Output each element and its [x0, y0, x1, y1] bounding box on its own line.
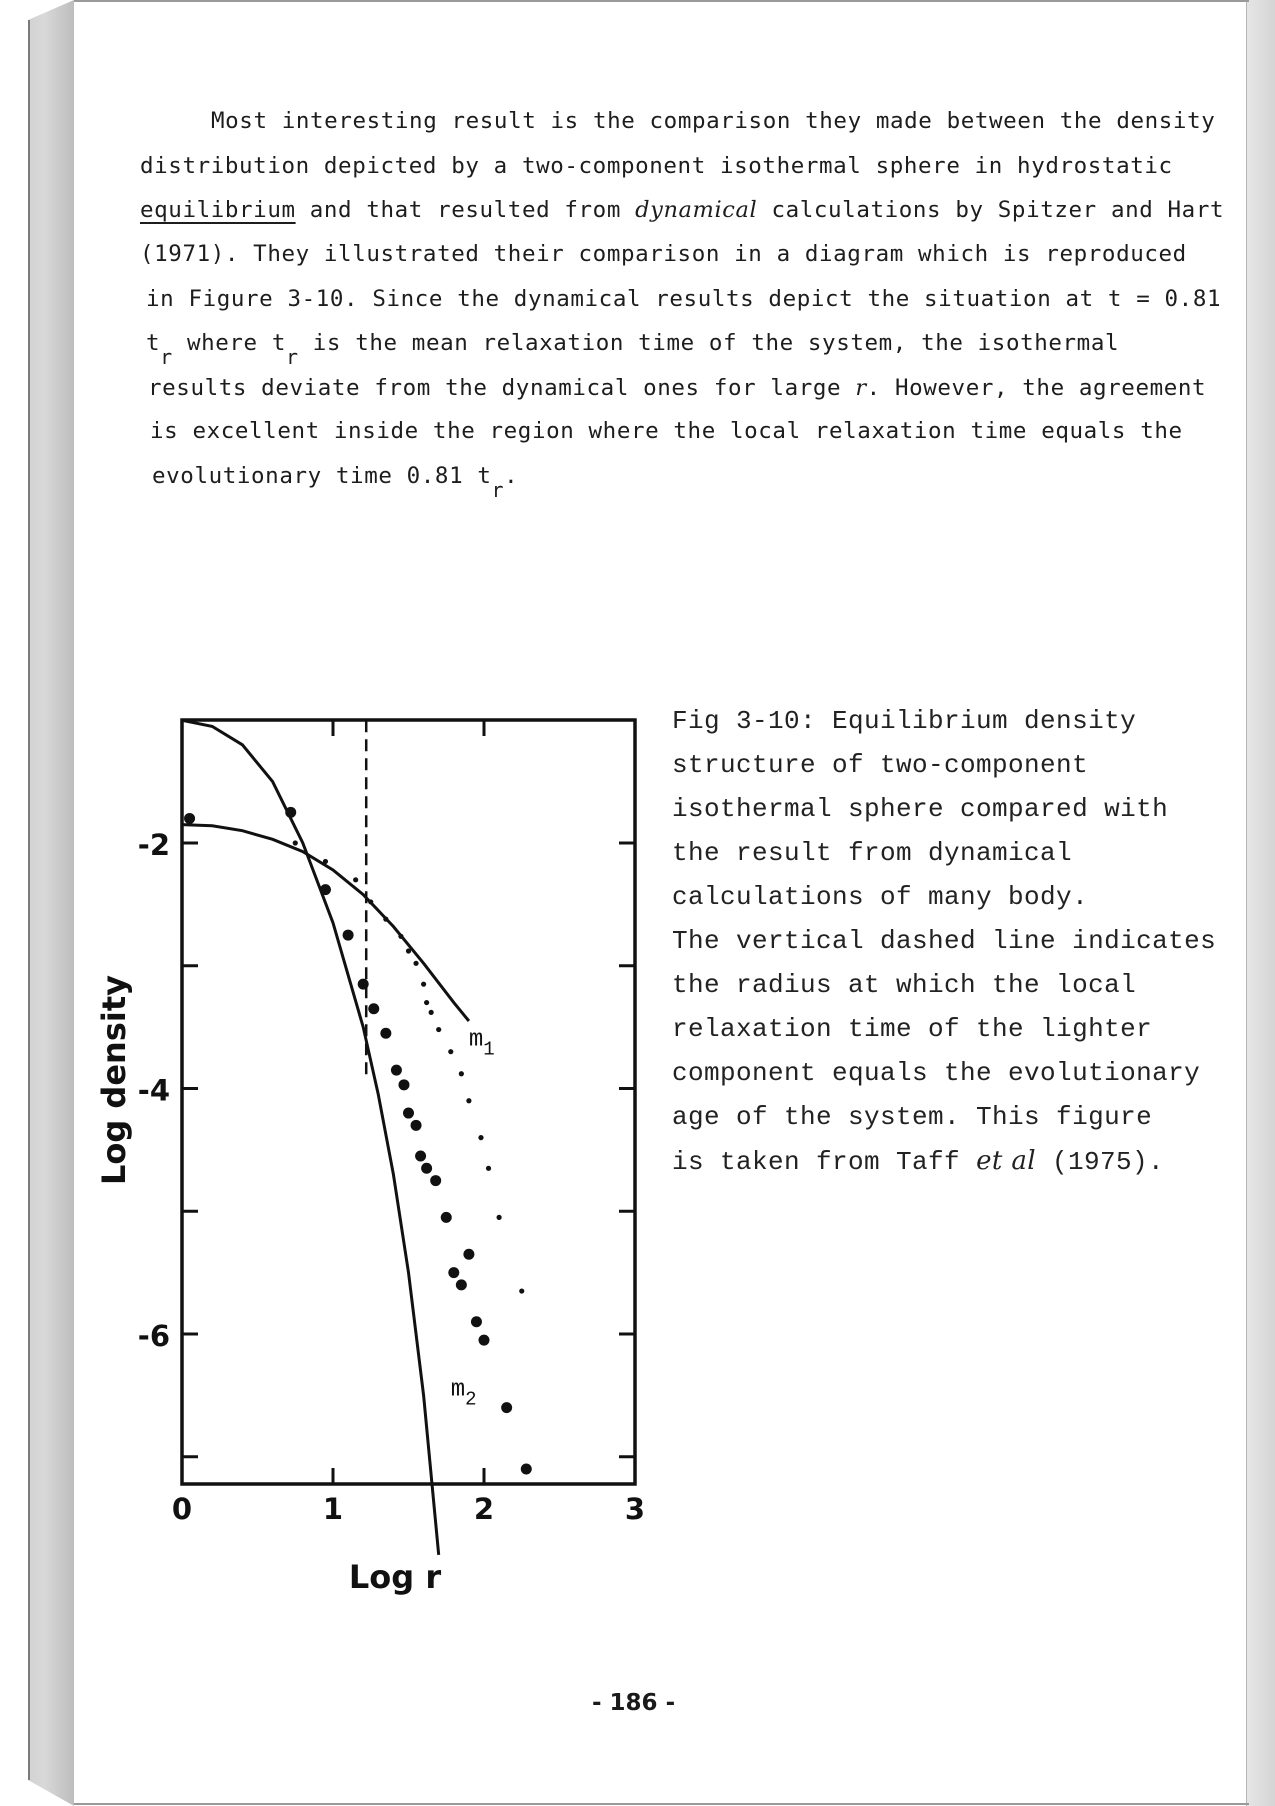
caption-line-5: calculations of many body. [672, 882, 1089, 912]
caption-line-9: component equals the evolutionary [672, 1058, 1201, 1088]
data-point-m1 [466, 1098, 471, 1103]
caption-line-11-a: is taken from Taff [672, 1147, 977, 1177]
y-tick-label: -6 [137, 1319, 170, 1353]
data-point-m2 [430, 1175, 441, 1186]
paragraph-line-3-b: calculations by Spitzer and Hart [757, 197, 1225, 223]
curve-label: $m_1$ [468, 1026, 495, 1061]
data-point-m1 [459, 1071, 464, 1076]
x-tick-label: 2 [473, 1492, 495, 1526]
plot-frame [182, 720, 635, 1484]
paragraph-line-2: distribution depicted by a two-component isothermal sphere in hydrostatic [140, 153, 1173, 179]
subscript-r: r [160, 345, 173, 369]
data-point-m2 [415, 1151, 426, 1162]
curve-label-subscript: 2 [465, 1388, 477, 1411]
curve-label-subscript: 1 [483, 1038, 495, 1061]
page-number: - 186 - [592, 1690, 676, 1716]
paragraph-line-3-a: and that resulted from [295, 197, 636, 223]
caption-line-10: age of the system. This figure [672, 1102, 1153, 1132]
data-point-m1 [383, 917, 388, 922]
paragraph-line-9-a: evolutionary time 0.81 t [152, 463, 492, 489]
paragraph-line-7-b: . However, the agreement [866, 375, 1207, 401]
data-point-m2 [343, 930, 354, 941]
data-point-m2 [421, 1163, 432, 1174]
data-point-m1 [413, 961, 418, 966]
data-point-m1 [421, 982, 426, 987]
italic-r: r [855, 375, 867, 401]
caption-line-3: isothermal sphere compared with [672, 794, 1169, 824]
data-point-m2 [441, 1212, 452, 1223]
italic-word-dynamical: dynamical [635, 197, 758, 223]
paragraph-line-4: (1971). They illustrated their comparison in a diagram which is reproduced [140, 241, 1187, 267]
curve-m1 [182, 825, 469, 1021]
data-point-m2 [391, 1065, 402, 1076]
caption-line-1: Fig 3-10: Equilibrium density [672, 706, 1137, 736]
data-point-m2 [380, 1028, 391, 1039]
paragraph-line-5: in Figure 3-10. Since the dynamical results depict the situation at t = 0.81 [146, 286, 1222, 312]
data-point-m1 [323, 859, 328, 864]
caption-line-2: structure of two-component [672, 750, 1089, 780]
x-tick-label: 0 [171, 1492, 193, 1526]
data-point-m1 [436, 1027, 441, 1032]
data-point-m1 [497, 1215, 502, 1220]
data-point-m2 [456, 1279, 467, 1290]
data-point-m2 [368, 1003, 379, 1014]
data-point-m2 [285, 807, 296, 818]
data-point-m2 [403, 1108, 414, 1119]
y-axis-title: Log density [95, 975, 133, 1185]
subscript-r: r [491, 478, 505, 502]
paragraph-line-6-rest: is the mean relaxation time of the system, the isothermal [298, 330, 1120, 356]
curve-label: $m_2$ [450, 1376, 477, 1411]
caption-line-4: the result from dynamical [672, 838, 1073, 868]
x-tick-label: 3 [624, 1492, 646, 1526]
paragraph-line-8: is excellent inside the region where the local relaxation time equals the [150, 418, 1183, 444]
data-point-m2 [479, 1335, 490, 1346]
data-point-m2 [521, 1464, 532, 1475]
caption-line-7: the radius at which the local [672, 970, 1137, 1000]
paragraph-line-1: Most interesting result is the comparison they made between the density [211, 108, 1216, 134]
data-point-m2 [398, 1079, 409, 1090]
data-point-m2 [471, 1316, 482, 1327]
data-point-m1 [448, 1049, 453, 1054]
data-point-m1 [353, 877, 358, 882]
data-point-m1 [293, 840, 298, 845]
subscript-r: r [285, 345, 299, 369]
caption-line-11-b: (1975). [1035, 1147, 1165, 1177]
y-tick-label: -4 [137, 1073, 170, 1108]
data-point-m2 [320, 884, 331, 895]
caption-line-8: relaxation time of the lighter [672, 1014, 1153, 1044]
data-point-m2 [358, 979, 369, 990]
paragraph-line-7-a: results deviate from the dynamical ones for large [148, 375, 856, 401]
data-point-m2 [411, 1120, 422, 1131]
data-point-m2 [501, 1402, 512, 1413]
italic-et-al: et al [976, 1146, 1036, 1176]
t-symbol: t [146, 330, 161, 356]
data-point-m1 [478, 1135, 483, 1140]
curve-m2 [182, 720, 439, 1555]
caption-line-6: The vertical dashed line indicates [672, 926, 1217, 956]
data-point-m2 [184, 813, 195, 824]
y-tick-label: -2 [137, 828, 170, 862]
data-point-m1 [398, 934, 403, 939]
paragraph-line-9-b: . [504, 463, 519, 489]
data-point-m2 [463, 1249, 474, 1260]
x-axis-title: Log r [348, 1558, 442, 1596]
data-point-m1 [406, 948, 411, 953]
x-tick-label: 1 [322, 1492, 344, 1526]
data-point-m1 [429, 1010, 434, 1015]
data-point-m1 [368, 899, 373, 904]
data-point-m2 [448, 1267, 459, 1278]
data-point-m1 [424, 1000, 429, 1005]
caption-line-11 [672, 1146, 1164, 1177]
paragraph-line-6-mid: where t [172, 330, 286, 356]
data-point-m1 [519, 1288, 524, 1293]
data-point-m1 [486, 1166, 491, 1171]
underlined-word: equilibrium [140, 197, 296, 223]
